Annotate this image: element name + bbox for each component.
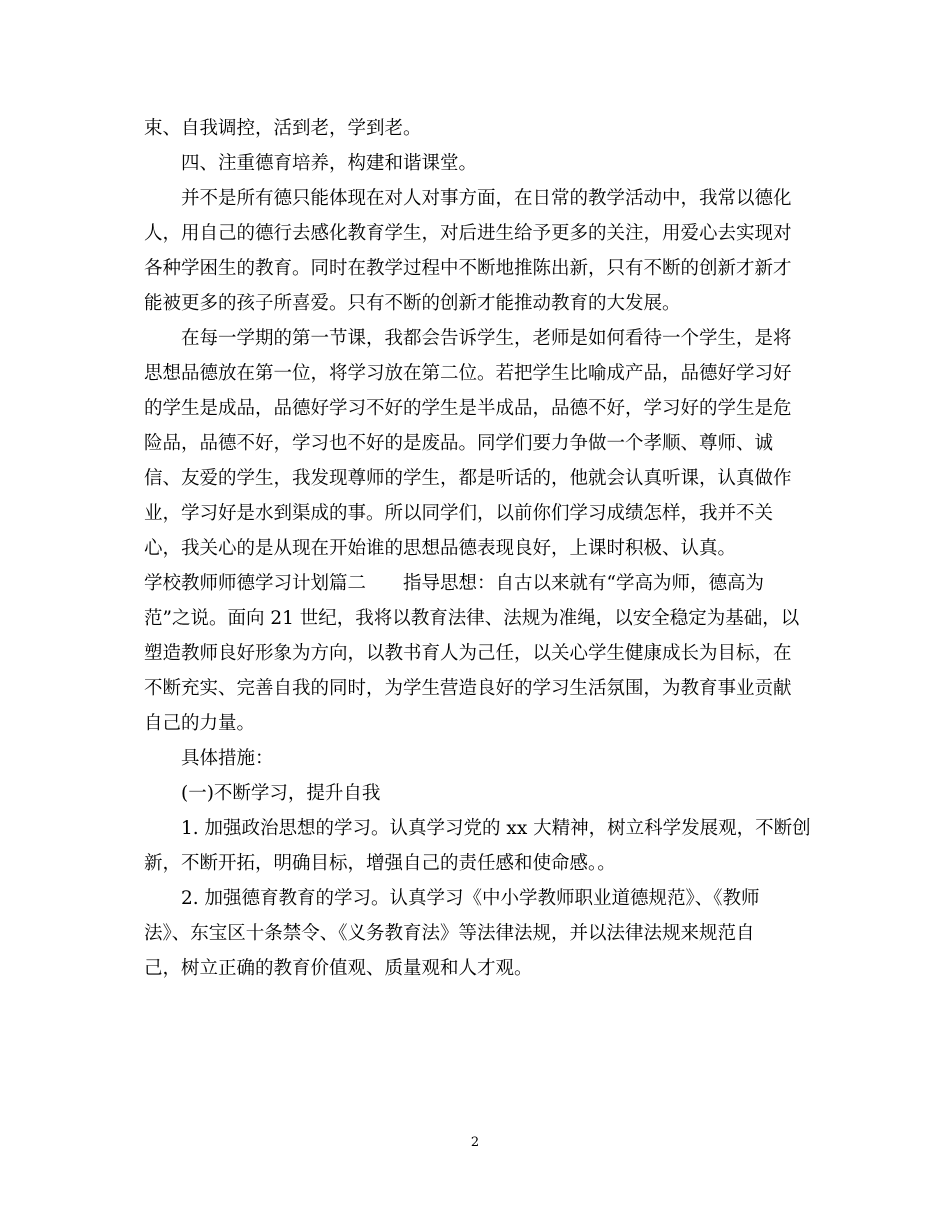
text-line: 能被更多的孩子所喜爱。只有不断的创新才能推动教育的大发展。: [144, 293, 681, 314]
text-line: 人，用自己的德行去感化教育学生，对后进生给予更多的关注，用爱心去实现对: [144, 223, 792, 244]
text-line: 心，我关心的是从现在开始谁的思想品德表现良好，上课时积极、认真。: [144, 538, 737, 559]
text-line: 法》、东宝区十条禁令、《义务教育法》等法律法规，并以法律法规来规范自: [144, 923, 755, 944]
text-line: 四、注重德育培养，构建和谐课堂。: [181, 153, 478, 174]
text-line: 自己的力量。: [144, 713, 256, 734]
text-line: 险品，品德不好，学习也不好的是废品。同学们要力争做一个孝顺、尊师、诚: [144, 433, 774, 454]
text-line: 业，学习好是水到渠成的事。所以同学们，以前你们学习成绩怎样，我并不关: [144, 503, 774, 524]
text-line: 在每一学期的第一节课，我都会告诉学生，老师是如何看待一个学生，是将: [181, 328, 792, 349]
page-number: 2: [470, 1135, 480, 1150]
text-line: 2. 加强德育教育的学习。认真学习《中小学教师职业道德规范》、《教师: [181, 888, 760, 909]
text-line: 并不是所有德只能体现在对人对事方面，在日常的教学活动中，我常以德化: [181, 188, 792, 209]
text-line: 学校教师师德学习计划篇二 指导思想：自古以来就有“学高为师，德高为: [144, 573, 764, 594]
text-line: 范”之说。面向 21 世纪，我将以教育法律、法规为准绳，以安全稳定为基础，以: [144, 608, 800, 629]
text-line: 束、自我调控，活到老，学到老。: [144, 118, 422, 139]
text-line: 的学生是成品，品德好学习不好的学生是半成品，品德不好，学习好的学生是危: [144, 398, 792, 419]
text-line: 1. 加强政治思想的学习。认真学习党的 xx 大精神，树立科学发展观，不断创: [181, 818, 811, 839]
text-line: (一)不断学习，提升自我: [181, 783, 381, 804]
text-line: 己，树立正确的教育价值观、质量观和人才观。: [144, 958, 533, 979]
text-line: 各种学困生的教育。同时在教学过程中不断地推陈出新，只有不断的创新才新才: [144, 258, 792, 279]
text-line: 思想品德放在第一位，将学习放在第二位。若把学生比喻成产品，品德好学习好: [144, 363, 792, 384]
text-line: 具体措施：: [181, 748, 274, 769]
text-line: 不断充实、完善自我的同时，为学生营造良好的学习生活氛围，为教育事业贡献: [144, 678, 792, 699]
text-line: 新，不断开拓，明确目标，增强自己的责任感和使命感。。: [144, 853, 616, 874]
text-line: 信、友爱的学生，我发现尊师的学生，都是听话的，他就会认真听课，认真做作: [144, 468, 792, 489]
document-body: [144, 111, 811, 986]
text-line: 塑造教师良好形象为方向，以教书育人为己任，以关心学生健康成长为目标，在: [144, 643, 792, 664]
